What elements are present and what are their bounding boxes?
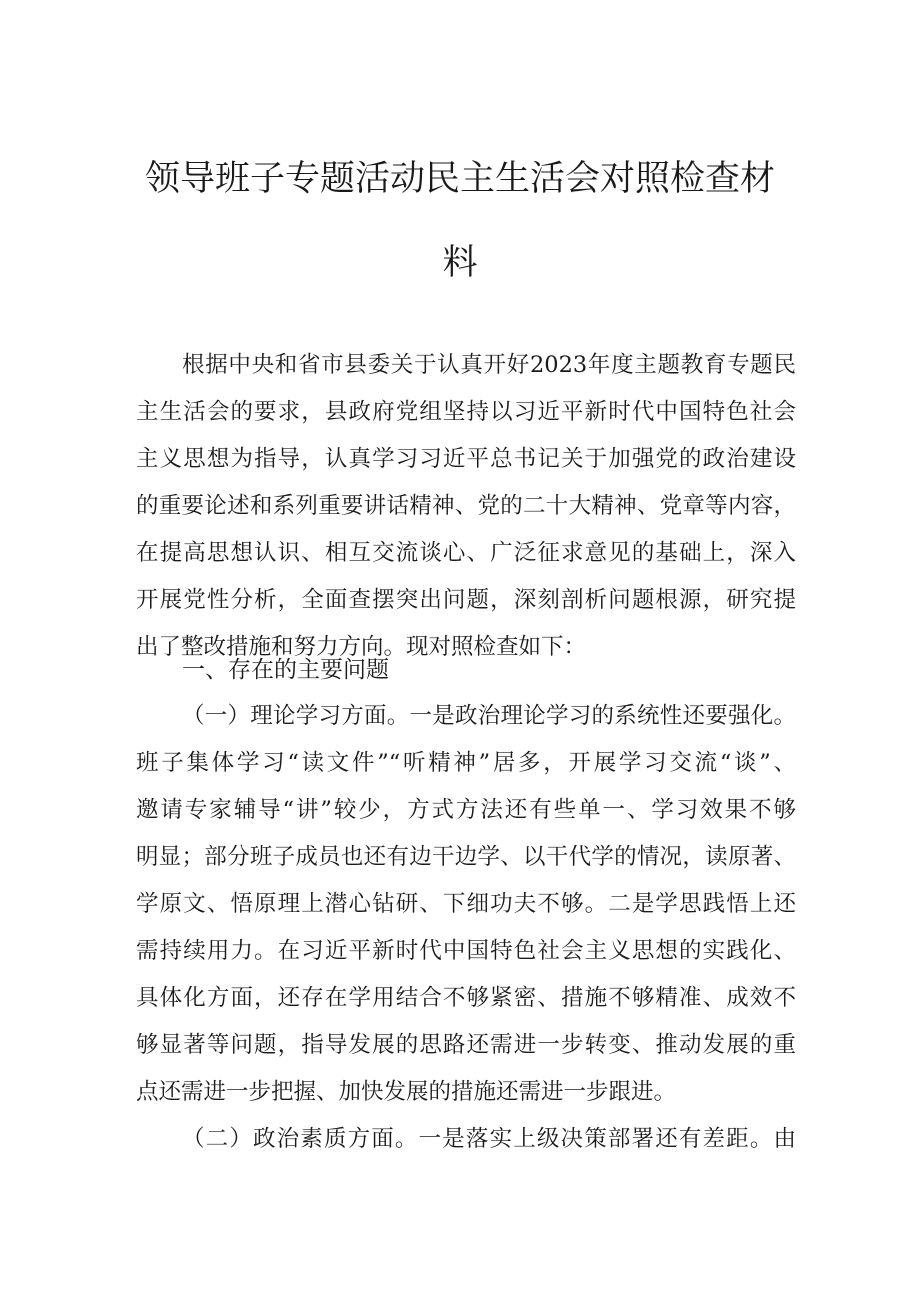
intro-line: 开展党性分析，全面查摆突出问题，深刻剖析问题根源，研究提	[136, 587, 796, 613]
part1-line: 需持续用力。在习近平新时代中国特色社会主义思想的实践化、	[136, 938, 796, 964]
intro-line: 根据中央和省市县委关于认真开好2023年度主题教育专题民	[182, 352, 796, 378]
part1-line: 班子集体学习“读文件”“听精神”居多，开展学习交流“谈”、	[136, 750, 796, 776]
part1-line: 点还需进一步把握、加快发展的措施还需进一步跟进。	[136, 1079, 677, 1105]
document-title-line-1: 领导班子专题活动民主生活会对照检查材	[144, 159, 775, 199]
intro-line: 的重要论述和系列重要讲话精神、党的二十大精神、党章等内容，	[136, 493, 796, 519]
document-title-line-2: 料	[442, 243, 478, 283]
part1-line: 学原文、悟原理上潜心钻研、下细功夫不够。二是学思践悟上还	[136, 891, 796, 917]
section-heading: 一、存在的主要问题	[182, 657, 389, 683]
part1-line: 够显著等问题，指导发展的思路还需进一步转变、推动发展的重	[136, 1032, 796, 1058]
part1-line: （一）理论学习方面。一是政治理论学习的系统性还要强化。	[182, 703, 796, 729]
part2-line: （二）政治素质方面。一是落实上级决策部署还有差距。由	[182, 1126, 796, 1152]
intro-line: 出了整改措施和努力方向。现对照检查如下：	[136, 634, 587, 660]
part1-line: 明显；部分班子成员也还有边干边学、以干代学的情况，读原著、	[136, 844, 796, 870]
intro-line: 主生活会的要求，县政府党组坚持以习近平新时代中国特色社会	[136, 399, 796, 425]
part1-line: 邀请专家辅导“讲”较少，方式方法还有些单一、学习效果不够	[136, 797, 796, 823]
part1-line: 具体化方面，还存在学用结合不够紧密、措施不够精准、成效不	[136, 985, 796, 1011]
intro-line: 主义思想为指导，认真学习习近平总书记关于加强党的政治建设	[136, 446, 796, 472]
intro-line: 在提高思想认识、相互交流谈心、广泛征求意见的基础上，深入	[136, 540, 796, 566]
